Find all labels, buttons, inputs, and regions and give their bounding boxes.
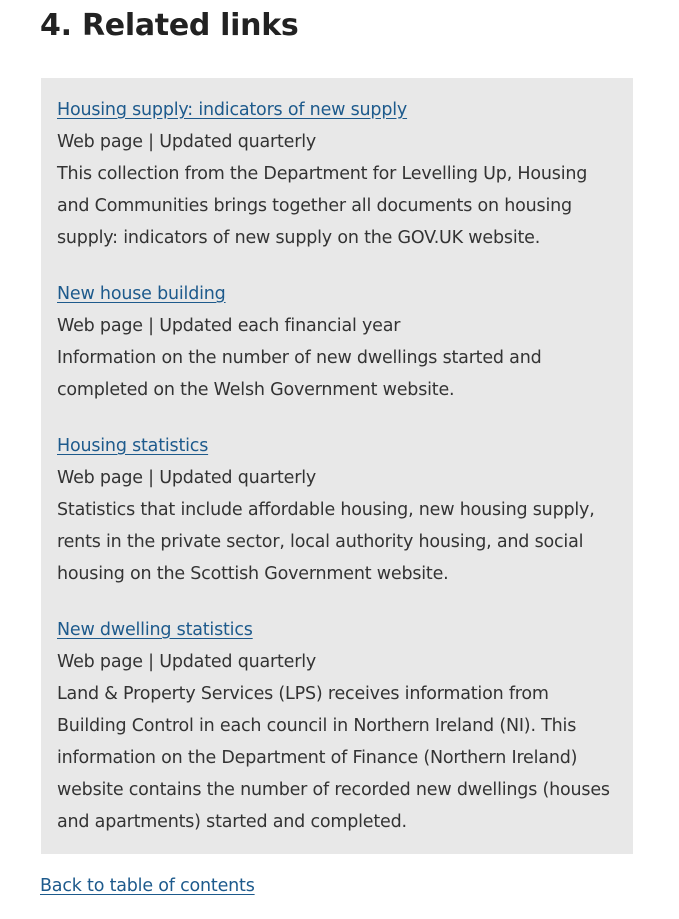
related-link-housing-supply[interactable]: Housing supply: indicators of new supply [57,100,408,120]
related-link-housing-statistics[interactable]: Housing statistics [57,436,209,456]
related-link-description: Land & Property Services (LPS) receives information from Building Control in each council in Northern Ireland (NI). This information on the Department of Finance (Northern Ireland) website contains the number of recorded new dwellings (houses and apartments) started and completed. [57,684,610,832]
section-number: 4. [40,8,72,43]
related-link-new-dwelling-statistics[interactable]: New dwelling statistics [57,620,253,640]
related-link-meta: Web page | Updated quarterly [57,652,317,672]
related-link-description: This collection from the Department for Levelling Up, Housing and Communities brings together all documents on housing supply: indicators of new supply on the GOV.UK website. [57,164,588,248]
section-title: Related links [82,8,299,43]
back-to-contents-link[interactable]: Back to table of contents [40,876,255,896]
related-link-meta: Web page | Updated quarterly [57,468,317,488]
related-link-meta: Web page | Updated quarterly [57,132,317,152]
related-link-description: Information on the number of new dwellings started and completed on the Welsh Government website. [57,348,542,400]
related-link-item [57,430,617,590]
related-link-description: Statistics that include affordable housing, new housing supply, rents in the private sector, local authority housing, and social housing on the Scottish Government website. [57,500,595,584]
related-link-item [57,614,617,838]
section-heading [40,4,298,48]
related-link-new-house-building[interactable]: New house building [57,284,226,304]
related-link-item [57,278,617,406]
related-link-meta: Web page | Updated each financial year [57,316,401,336]
related-links-panel [41,78,633,854]
related-link-item [57,94,617,254]
